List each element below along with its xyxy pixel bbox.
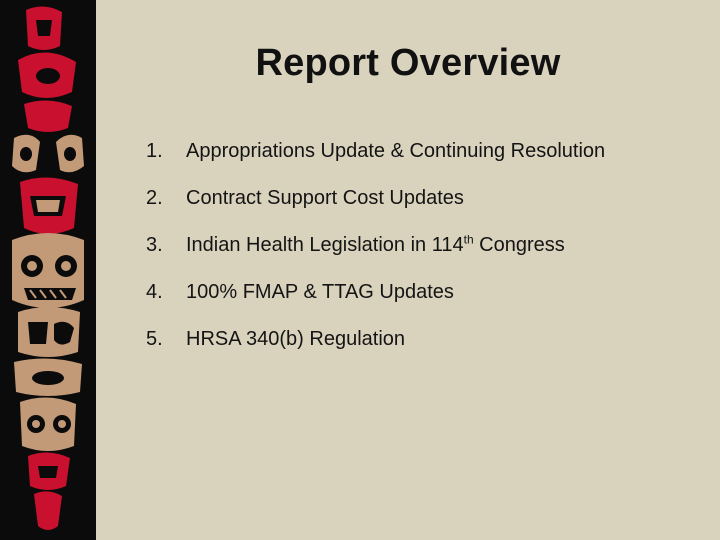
list-item	[146, 140, 605, 187]
item-text	[186, 234, 565, 257]
totem-pole-art-panel	[0, 0, 96, 540]
slide-title: Report Overview	[255, 42, 561, 84]
item-number: 1.	[146, 140, 163, 162]
item-text-superscript: th	[463, 232, 474, 247]
item-number: 2.	[146, 187, 163, 209]
list-item	[146, 328, 605, 375]
list-item	[146, 281, 605, 328]
item-number: 4.	[146, 281, 163, 303]
totem-pole-art-icon	[0, 0, 96, 540]
item-text: 100% FMAP & TTAG Updates	[186, 281, 454, 303]
list-item	[146, 234, 605, 281]
item-number: 3.	[146, 234, 163, 256]
item-number: 5.	[146, 328, 163, 350]
item-text-main: Indian Health Legislation in 114	[186, 234, 464, 256]
item-text-tail: Congress	[473, 234, 565, 256]
item-text: Contract Support Cost Updates	[186, 187, 464, 209]
item-text: HRSA 340(b) Regulation	[186, 328, 406, 350]
agenda-list	[146, 140, 605, 375]
list-item	[146, 187, 605, 234]
item-text: Appropriations Update & Continuing Resolution	[186, 140, 606, 162]
